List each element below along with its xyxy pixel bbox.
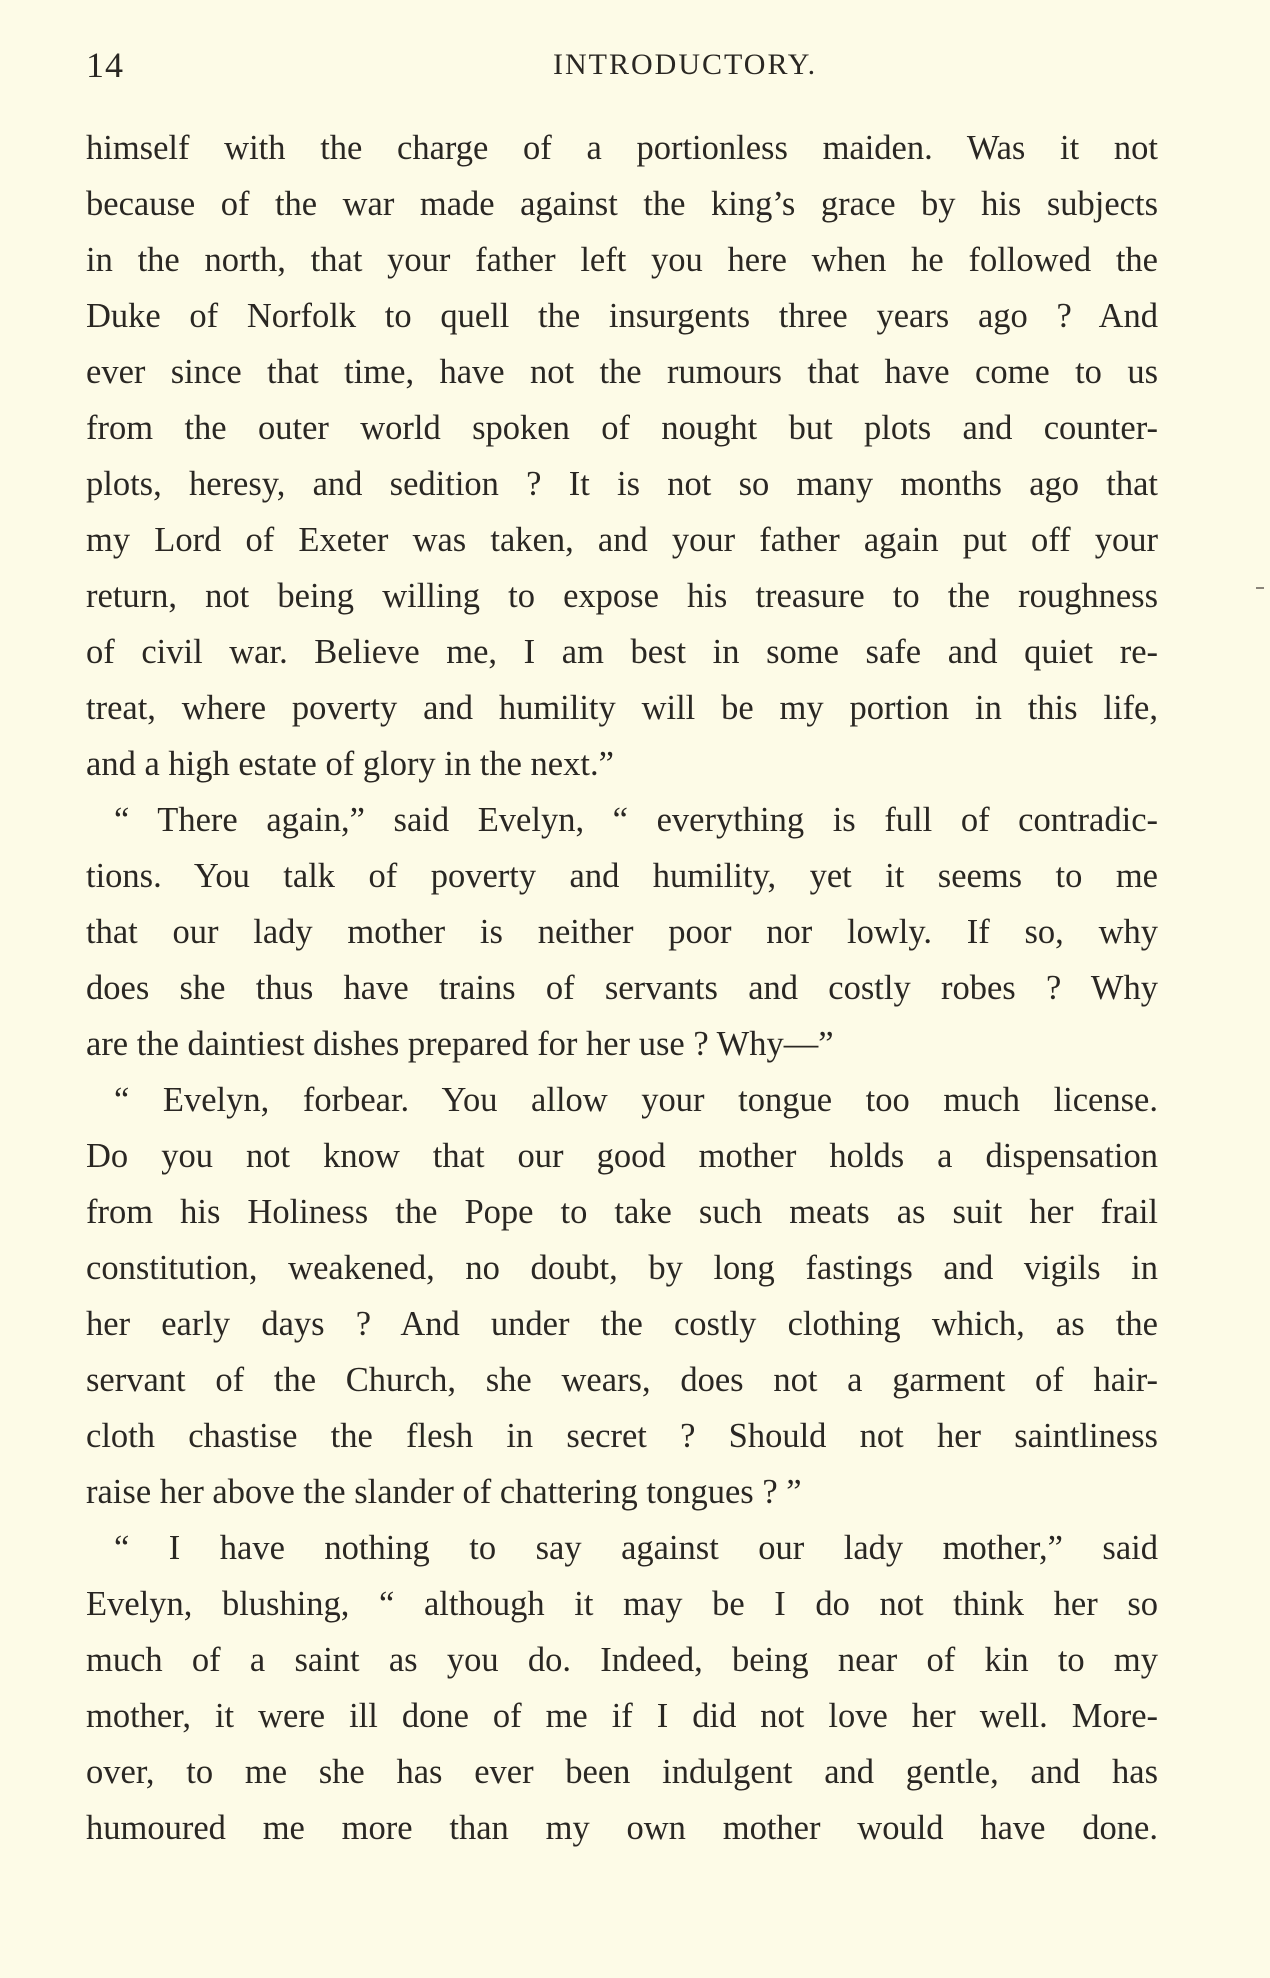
text-line: are the daintiest dishes prepared for her use ? Why—” <box>86 1025 834 1063</box>
text-line: “ There again,” said Evelyn, “ everything is full of contradic- <box>114 801 1158 839</box>
text-line: much of a saint as you do. Indeed, being near of kin to my <box>86 1641 1158 1679</box>
text-line: cloth chastise the flesh in secret ? Should not her saintliness <box>86 1417 1158 1455</box>
text-line: constitution, weakened, no doubt, by long fastings and vigils in <box>86 1249 1158 1287</box>
text-line: Do you not know that our good mother holds a dispensation <box>86 1137 1158 1175</box>
text-line: because of the war made against the king’s grace by his subjects <box>86 185 1158 223</box>
body-text <box>86 120 1158 1856</box>
text-line: Evelyn, blushing, “ although it may be I do not think her so <box>86 1585 1158 1623</box>
text-line: of civil war. Believe me, I am best in some safe and quiet re- <box>86 633 1158 671</box>
text-line: from the outer world spoken of nought but plots and counter- <box>86 409 1158 447</box>
text-line: “ Evelyn, forbear. You allow your tongue too much license. <box>114 1081 1158 1119</box>
text-line: Duke of Norfolk to quell the insurgents three years ago ? And <box>86 297 1158 335</box>
text-line: “ I have nothing to say against our lady mother,” said <box>114 1529 1158 1567</box>
text-line: her early days ? And under the costly clothing which, as the <box>86 1305 1158 1343</box>
text-line: and a high estate of glory in the next.” <box>86 745 614 783</box>
text-line: himself with the charge of a portionless maiden. Was it not <box>86 129 1158 167</box>
text-line: from his Holiness the Pope to take such meats as suit her frail <box>86 1193 1158 1231</box>
text-line: plots, heresy, and sedition ? It is not so many months ago that <box>86 465 1158 503</box>
text-line: return, not being willing to expose his treasure to the roughness <box>86 577 1158 615</box>
running-head: INTRODUCTORY. <box>553 48 818 81</box>
text-line: in the north, that your father left you here when he followed the <box>86 241 1158 279</box>
text-line: mother, it were ill done of me if I did not love her well. More- <box>86 1697 1158 1735</box>
text-line: my Lord of Exeter was taken, and your father again put off your <box>86 521 1158 559</box>
text-line: raise her above the slander of chattering tongues ? ” <box>86 1473 802 1511</box>
text-line: over, to me she has ever been indulgent and gentle, and has <box>86 1753 1158 1791</box>
margin-mark <box>1256 587 1264 589</box>
text-line: that our lady mother is neither poor nor lowly. If so, why <box>86 913 1158 951</box>
text-line: servant of the Church, she wears, does not a garment of hair- <box>86 1361 1158 1399</box>
text-line: humoured me more than my own mother would have done. <box>86 1809 1158 1847</box>
text-line: tions. You talk of poverty and humility, yet it seems to me <box>86 857 1158 895</box>
page-header <box>86 40 1176 90</box>
page-number: 14 <box>86 45 124 85</box>
text-line: ever since that time, have not the rumours that have come to us <box>86 353 1158 391</box>
text-line: treat, where poverty and humility will be my portion in this life, <box>86 689 1158 727</box>
text-line: does she thus have trains of servants and costly robes ? Why <box>86 969 1158 1007</box>
